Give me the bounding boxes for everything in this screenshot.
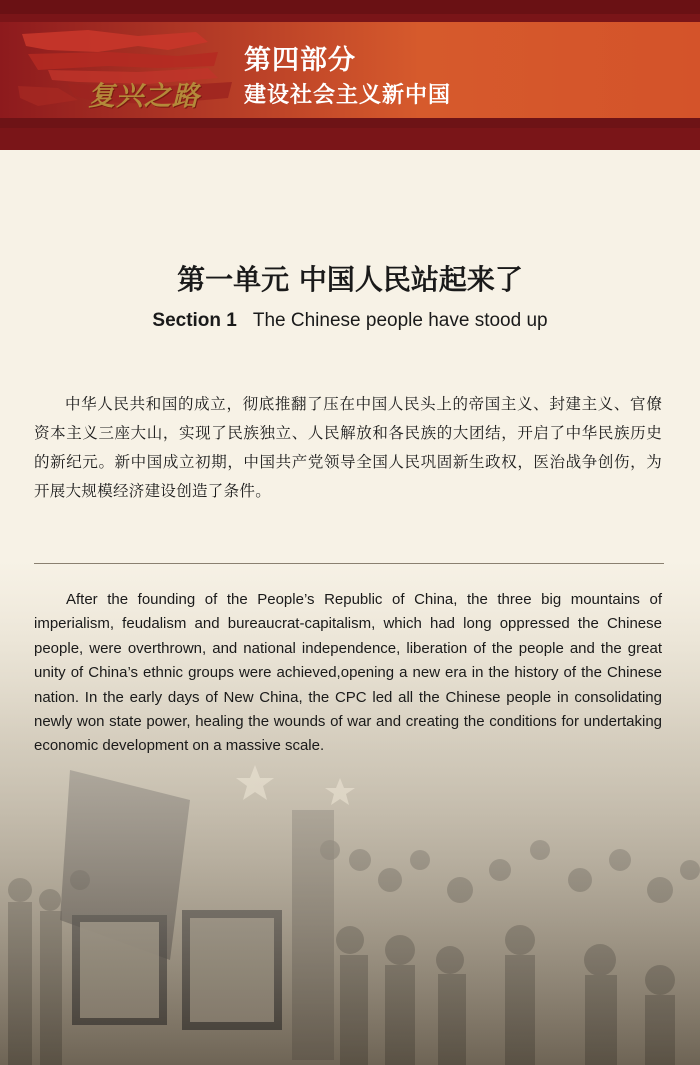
header-top-stripe: [0, 0, 700, 14]
divider: [34, 563, 664, 564]
page-header: [0, 0, 700, 150]
section-title-english: [0, 310, 700, 332]
part-title: 第四部分: [244, 45, 356, 76]
part-subtitle: 建设社会主义新中国: [244, 82, 452, 108]
section-number: Section 1: [152, 310, 237, 331]
header-bottom-band: [0, 136, 700, 150]
header-bottom-stripe: [0, 118, 700, 128]
series-title: 复兴之路: [88, 81, 200, 112]
paragraph-chinese: 中华人民共和国的成立，彻底推翻了压在中国人民头上的帝国主义、封建主义、官僚资本主义三座大山，实现了民族独立、人民解放和各民族的大团结，开启了中华民族历史的新纪元。新中国成立初期，中国共产党领导全国人民巩固新生政权，医治战争创伤，为开展大规模经济建设创造了条件。: [34, 395, 662, 500]
paragraph-english: After the founding of the People’s Republic of China, the three big mountains of imperialism, feudalism and bureaucrat-capitalism, which had long oppressed the Chinese people, were overthrown, and national independence, liberation of the people and the great unity of China’s ethnic groups were achieved,opening a new era in the history of the Chinese nation. In the early days of New China, the CPC led all the Chinese people in consolidating newly won state power, healing the wounds of war and creating the conditions for undertaking economic development on a massive scale.: [34, 591, 662, 755]
section-title-text: The Chinese people have stood up: [252, 310, 548, 331]
section-title-chinese: 第一单元 中国人民站起来了: [177, 263, 523, 296]
